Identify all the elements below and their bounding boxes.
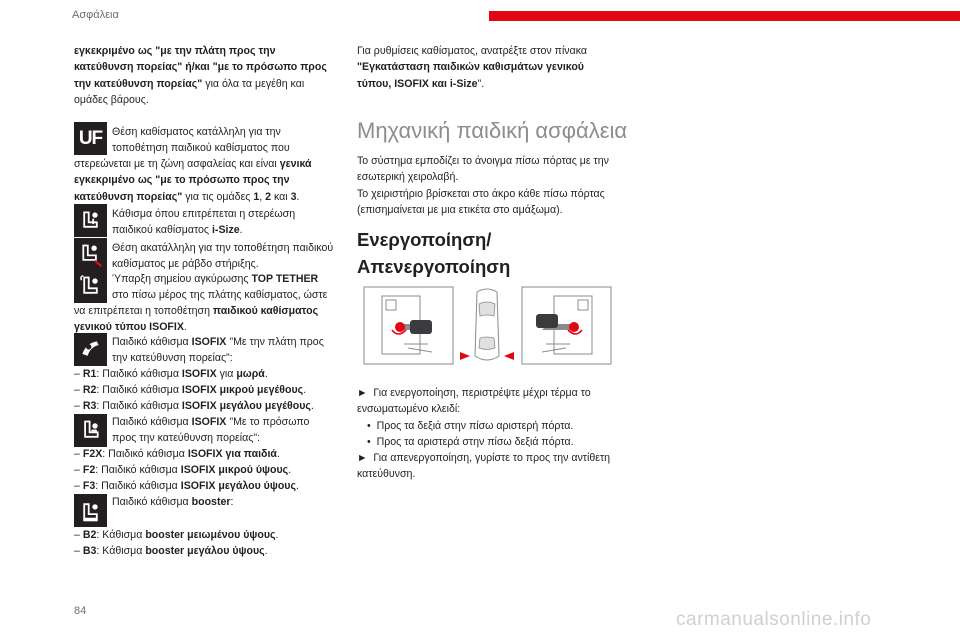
list-item: – B3: Κάθισμα booster μεγάλου ύψους. (74, 545, 268, 557)
booster-seat-icon (74, 494, 107, 527)
list-item: – R2: Παιδικό κάθισμα ISOFIX μικρού μεγέθους. (74, 384, 307, 396)
rear-facing-isofix-icon (74, 333, 107, 366)
arrow-icon: ► (357, 452, 368, 465)
list-item: – B2: Κάθισμα booster μειωμένου ύψους. (74, 529, 279, 541)
booster-description: Παιδικό κάθισμα booster: (112, 496, 234, 508)
child-lock-illustration (362, 286, 613, 366)
arrow-icon: ► (357, 387, 368, 399)
list-item: – F3: Παιδικό κάθισμα ISOFIX μεγάλου ύψους. (74, 480, 299, 492)
car-top-view (460, 289, 514, 360)
isize-description: Κάθισμα όπου επιτρέπεται η στερέωση παιδικού καθίσματος i-Size. (112, 208, 296, 237)
list-item: – R1: Παιδικό κάθισμα ISOFIX για μωρά. (74, 368, 268, 380)
child-lock-heading: Μηχανική παιδική ασφάλεια (357, 118, 628, 143)
header-accent-bar (489, 11, 960, 21)
section-title: Ασφάλεια (72, 9, 119, 21)
uf-seat-icon: UF (74, 122, 107, 155)
seat-settings-reference: Για ρυθμίσεις καθίσματος, ανατρέξτε στον πίνακα "Εγκατάσταση παιδικών καθισμάτων γενικού τύπου, ISOFIX και i-Size". (357, 45, 588, 90)
list-item: – R3: Παιδικό κάθισμα ISOFIX μεγάλου μεγέθους. (74, 400, 314, 412)
bullet-icon: • (367, 419, 371, 432)
left-door-detail (364, 287, 453, 364)
right-door-detail (522, 287, 611, 364)
watermark: carmanualsonline.info (676, 609, 872, 630)
uf-description: Θέση καθίσματος κατάλληλη για την τοποθέτηση παιδικού καθίσματος που (112, 126, 290, 155)
bullet-icon: • (367, 435, 371, 448)
list-item: – F2X: Παιδικό κάθισμα ISOFIX για παιδιά. (74, 448, 280, 460)
list-item: – F2: Παιδικό κάθισμα ISOFIX μικρού ύψους. (74, 464, 292, 476)
no-support-leg-icon (74, 238, 107, 271)
page-number: 84 (74, 605, 87, 617)
child-lock-description: Το σύστημα εμποδίζει το άνοιγμα πίσω πόρτας με την εσωτερική χειρολαβή. Το χειριστήριο βρίσκεται στο άκρο κάθε πίσω πόρτας (επισημαίνεται με μια ετικέτα στο αμάξωμα). (357, 155, 609, 216)
uf-description-continued: στερεώνεται με τη ζώνη ασφαλείας και είναι γενικά εγκεκριμένο ως "με το πρόσωπο προς την κατεύθυνση πορείας" για τις ομάδες 1, 2 και 3. (74, 158, 312, 203)
top-tether-icon (74, 270, 107, 303)
no-support-leg-description: Θέση ακατάλληλη για την τοποθέτηση παιδικού καθίσματος με ράβδο στήριξης. (112, 242, 334, 271)
forward-facing-description: Παιδικό κάθισμα ISOFIX "Με το πρόσωπο προς την κατεύθυνση πορείας": (112, 416, 310, 445)
forward-facing-isofix-icon (74, 414, 107, 447)
top-tether-description: Ύπαρξη σημείου αγκύρωσης TOP TETHER στο πίσω μέρος της πλάτης καθίσματος, ώστε (112, 273, 328, 302)
activation-heading: Ενεργοποίηση/ Απενεργοποίηση (357, 229, 511, 277)
top-tether-description-continued: να επιτρέπεται η τοποθέτηση παιδικού καθίσματος γενικού τύπου ISOFIX. (74, 305, 319, 334)
activation-instructions: ► Για ενεργοποίηση, περιστρέψτε μέχρι τέρμα το ενσωματωμένο κλειδί: • Προς τα δεξιά στην πίσω αριστερή πόρτα. • Προς τα αριστερά στην πίσω δεξιά πόρτα. ► Για απενεργοποίηση, γυρίστε το προς την αντίθετη κατεύθυνση. (357, 387, 611, 481)
rear-facing-description: Παιδικό κάθισμα ISOFIX "Με την πλάτη προς την κατεύθυνση πορείας": (112, 336, 324, 365)
intro-paragraph: εγκεκριμένο ως "με την πλάτη προς την κατεύθυνση πορείας" ή/και "με το πρόσωπο προς την κατεύθυνση πορείας" για όλα τα μεγέθη και ομάδες βάρους. (74, 45, 327, 106)
isize-seat-icon (74, 204, 107, 237)
